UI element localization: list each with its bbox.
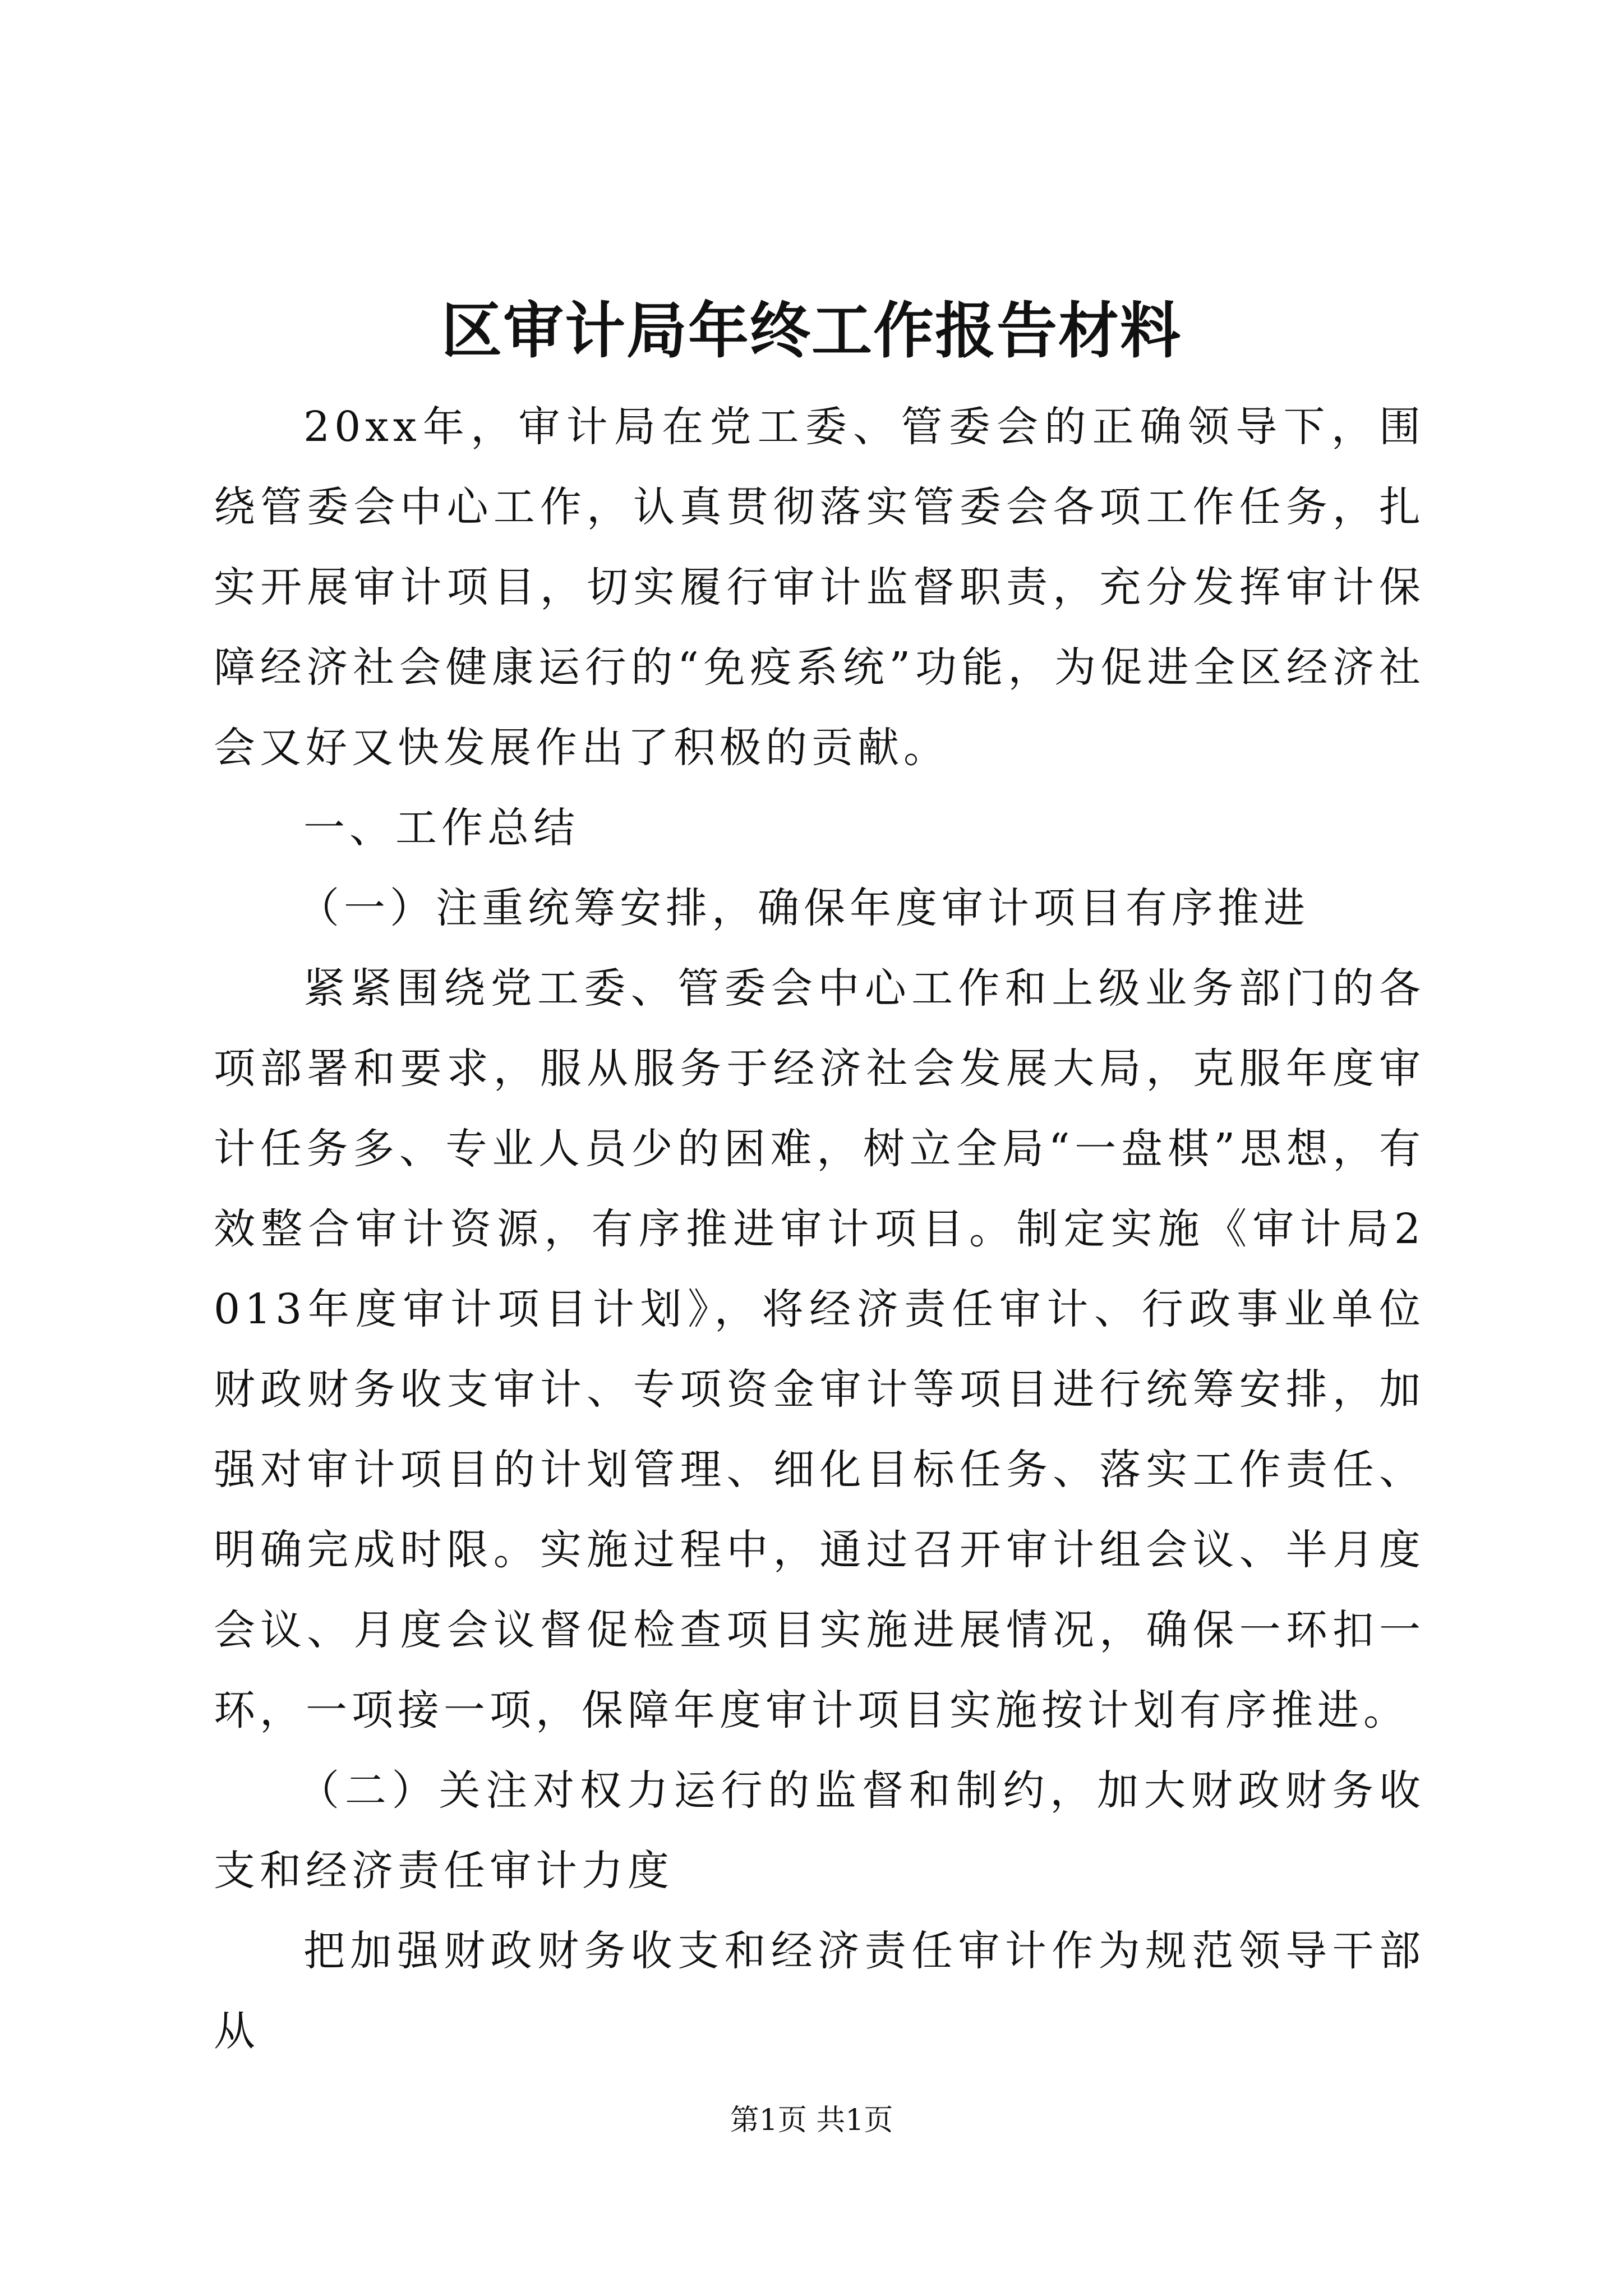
document-body [214, 387, 1425, 2072]
paragraph-planning: 紧紧围绕党工委、管委会中心工作和上级业务部门的各项部署和要求，服从服务于经济社会发展大局，克服年度审计任务多、专业人员少的困难，树立全局“一盘棋”思想，有效整合审计资源，有序推进审计项目。制定实施《审计局2013年度审计项目计划》，将经济责任审计、行政事业单位财政财务收支审计、专项资金审计等项目进行统筹安排，加强对审计项目的计划管理、细化目标任务、落实工作责任、明确完成时限。实施过程中，通过召开审计组会议、半月度会议、月度会议督促检查项目实施进展情况，确保一环扣一环，一项接一项，保障年度审计项目实施按计划有序推进。 [214, 964, 1425, 1734]
paragraph-intro: 20xx年，审计局在党工委、管委会的正确领导下，围绕管委会中心工作，认真贯彻落实管委会各项工作任务，扎实开展审计项目，切实履行审计监督职责，充分发挥审计保障经济社会健康运行的“免疫系统”功能，为促进全区经济社会又好又快发展作出了积极的贡献。 [214, 403, 1425, 772]
subsection-heading-2: （二）关注对权力运行的监督和制约，加大财政财务收支和经济责任审计力度 [214, 1766, 1425, 1895]
page-footer: 第1页 共1页 [730, 2104, 893, 2137]
subsection-heading-1: （一）注重统筹安排，确保年度审计项目有序推进 [298, 884, 1310, 932]
document-title: 区审计局年终工作报告材料 [441, 296, 1182, 366]
paragraph-audit-strengthening: 把加强财政财务收支和经济责任审计作为规范领导干部从 [214, 1927, 1425, 2055]
section-heading-work-summary: 一、工作总结 [303, 804, 579, 852]
